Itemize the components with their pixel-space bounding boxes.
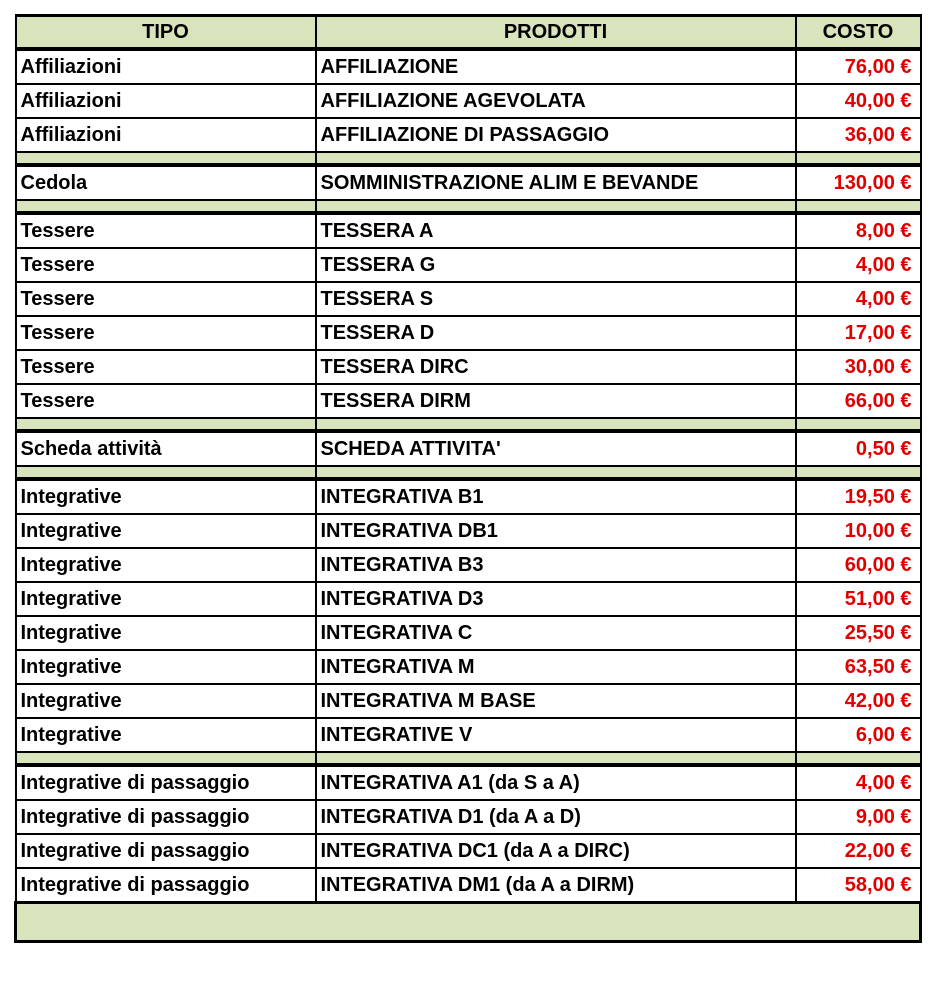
cell-tipo: Tessere	[16, 282, 316, 316]
table-row	[16, 718, 921, 752]
cell-prodotto: INTEGRATIVA DC1 (da A a DIRC)	[316, 834, 796, 868]
cell-tipo: Affiliazioni	[16, 49, 316, 84]
cell-costo: 6,00 €	[796, 718, 921, 752]
cell-tipo: Integrative	[16, 616, 316, 650]
cell-costo: 4,00 €	[796, 248, 921, 282]
separator-cell	[796, 152, 921, 165]
cell-tipo: Integrative	[16, 650, 316, 684]
cell-prodotto: INTEGRATIVA D1 (da A a D)	[316, 800, 796, 834]
table-row	[16, 616, 921, 650]
cell-prodotto: AFFILIAZIONE AGEVOLATA	[316, 84, 796, 118]
cell-tipo: Integrative di passaggio	[16, 765, 316, 800]
table-footer	[16, 903, 921, 942]
cell-costo: 130,00 €	[796, 165, 921, 200]
cell-tipo: Integrative di passaggio	[16, 868, 316, 903]
table-row	[16, 868, 921, 903]
table-row	[16, 165, 921, 200]
cell-costo: 0,50 €	[796, 431, 921, 466]
separator-cell	[316, 752, 796, 765]
cell-prodotto: TESSERA DIRC	[316, 350, 796, 384]
cell-tipo: Tessere	[16, 316, 316, 350]
table-row	[16, 350, 921, 384]
cell-prodotto: INTEGRATIVA A1 (da S a A)	[316, 765, 796, 800]
cell-costo: 66,00 €	[796, 384, 921, 418]
table-row	[16, 213, 921, 248]
cell-tipo: Integrative	[16, 479, 316, 514]
cell-tipo: Integrative di passaggio	[16, 834, 316, 868]
separator-cell	[316, 200, 796, 213]
cell-costo: 19,50 €	[796, 479, 921, 514]
cell-tipo: Integrative	[16, 548, 316, 582]
table-row	[16, 248, 921, 282]
cell-tipo: Integrative	[16, 718, 316, 752]
separator-cell	[16, 200, 316, 213]
table-row	[16, 282, 921, 316]
separator-cell	[316, 152, 796, 165]
table-row	[16, 49, 921, 84]
cell-costo: 4,00 €	[796, 765, 921, 800]
cell-costo: 36,00 €	[796, 118, 921, 152]
cell-prodotto: INTEGRATIVA DM1 (da A a DIRM)	[316, 868, 796, 903]
table-row	[16, 684, 921, 718]
header-tipo: TIPO	[16, 16, 316, 50]
table-row	[16, 650, 921, 684]
table-row	[16, 384, 921, 418]
cell-tipo: Integrative di passaggio	[16, 800, 316, 834]
table-header	[16, 16, 921, 50]
separator-cell	[796, 418, 921, 431]
cell-prodotto: TESSERA DIRM	[316, 384, 796, 418]
cell-costo: 60,00 €	[796, 548, 921, 582]
table-row	[16, 84, 921, 118]
separator-row	[16, 152, 921, 165]
cell-prodotto: INTEGRATIVA C	[316, 616, 796, 650]
cell-prodotto: TESSERA G	[316, 248, 796, 282]
cell-tipo: Scheda attività	[16, 431, 316, 466]
cell-prodotto: SOMMINISTRAZIONE ALIM E BEVANDE	[316, 165, 796, 200]
separator-cell	[16, 466, 316, 479]
cell-prodotto: INTEGRATIVE V	[316, 718, 796, 752]
separator-row	[16, 200, 921, 213]
table-row	[16, 316, 921, 350]
separator-cell	[16, 152, 316, 165]
cell-prodotto: INTEGRATIVA B1	[316, 479, 796, 514]
separator-row	[16, 418, 921, 431]
separator-cell	[796, 200, 921, 213]
header-costo: COSTO	[796, 16, 921, 50]
cell-tipo: Cedola	[16, 165, 316, 200]
cell-tipo: Integrative	[16, 514, 316, 548]
cell-costo: 30,00 €	[796, 350, 921, 384]
table-row	[16, 800, 921, 834]
separator-cell	[316, 466, 796, 479]
cell-tipo: Tessere	[16, 248, 316, 282]
cell-costo: 76,00 €	[796, 49, 921, 84]
separator-cell	[796, 752, 921, 765]
header-prodotti: PRODOTTI	[316, 16, 796, 50]
cell-costo: 42,00 €	[796, 684, 921, 718]
table-row	[16, 548, 921, 582]
cell-prodotto: INTEGRATIVA B3	[316, 548, 796, 582]
cell-costo: 10,00 €	[796, 514, 921, 548]
separator-cell	[316, 418, 796, 431]
cell-tipo: Affiliazioni	[16, 118, 316, 152]
separator-cell	[16, 418, 316, 431]
table-row	[16, 834, 921, 868]
table-row	[16, 514, 921, 548]
cell-prodotto: TESSERA S	[316, 282, 796, 316]
cell-costo: 8,00 €	[796, 213, 921, 248]
cell-prodotto: AFFILIAZIONE DI PASSAGGIO	[316, 118, 796, 152]
cell-prodotto: TESSERA D	[316, 316, 796, 350]
cell-costo: 51,00 €	[796, 582, 921, 616]
cell-costo: 4,00 €	[796, 282, 921, 316]
table-row	[16, 431, 921, 466]
cell-tipo: Tessere	[16, 350, 316, 384]
cell-tipo: Integrative	[16, 684, 316, 718]
table-body	[16, 49, 921, 903]
cell-costo: 58,00 €	[796, 868, 921, 903]
cell-costo: 63,50 €	[796, 650, 921, 684]
separator-cell	[796, 466, 921, 479]
separator-row	[16, 466, 921, 479]
cell-prodotto: INTEGRATIVA M	[316, 650, 796, 684]
cell-costo: 22,00 €	[796, 834, 921, 868]
cell-prodotto: AFFILIAZIONE	[316, 49, 796, 84]
cell-costo: 17,00 €	[796, 316, 921, 350]
cell-tipo: Affiliazioni	[16, 84, 316, 118]
separator-row	[16, 752, 921, 765]
cell-costo: 40,00 €	[796, 84, 921, 118]
cell-prodotto: INTEGRATIVA DB1	[316, 514, 796, 548]
cell-costo: 25,50 €	[796, 616, 921, 650]
table-row	[16, 479, 921, 514]
cell-prodotto: SCHEDA ATTIVITA'	[316, 431, 796, 466]
table-row	[16, 582, 921, 616]
cell-costo: 9,00 €	[796, 800, 921, 834]
footer-cell	[16, 903, 921, 942]
cell-prodotto: TESSERA A	[316, 213, 796, 248]
table-row	[16, 118, 921, 152]
footer-row	[16, 903, 921, 942]
cell-prodotto: INTEGRATIVA M BASE	[316, 684, 796, 718]
table-row	[16, 765, 921, 800]
cell-tipo: Tessere	[16, 384, 316, 418]
separator-cell	[16, 752, 316, 765]
cell-tipo: Tessere	[16, 213, 316, 248]
cell-tipo: Integrative	[16, 582, 316, 616]
price-table	[14, 14, 922, 943]
header-row	[16, 16, 921, 50]
cell-prodotto: INTEGRATIVA D3	[316, 582, 796, 616]
